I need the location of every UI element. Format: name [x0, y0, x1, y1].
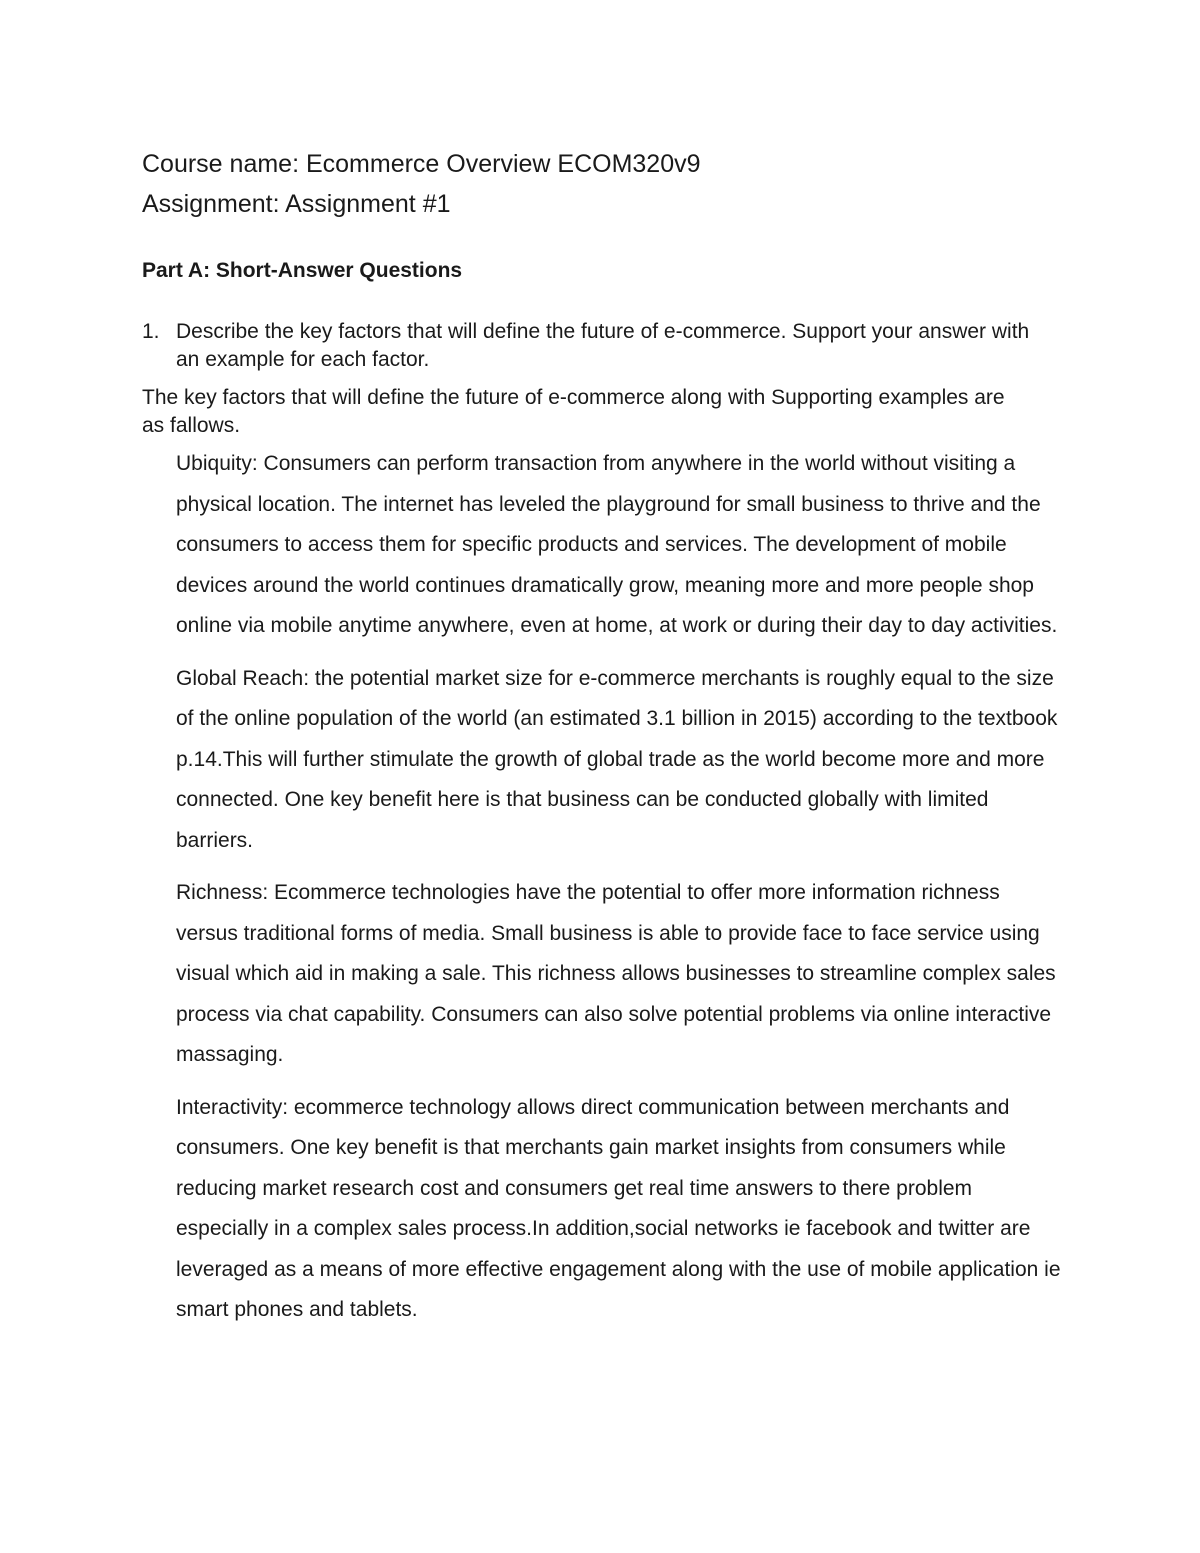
factor-list	[176, 444, 1062, 1343]
question-text: Describe the key factors that will define the future of e-commerce. Support your answer with an example for each factor.	[176, 320, 1030, 371]
question-number: 1.	[142, 320, 160, 343]
course-name-line: Course name: Ecommerce Overview ECOM320v9	[142, 150, 701, 178]
assignment-line: Assignment: Assignment #1	[142, 190, 451, 218]
document-header	[142, 144, 1102, 224]
section-title: Part A: Short-Answer Questions	[142, 259, 463, 282]
factor-richness: Richness: Ecommerce technologies have the potential to offer more information richness versus traditional forms of media. Small business is able to provide face to face service using visual which aid in making a sale. This richness allows businesses to streamline complex sales process via chat capability. Consumers can also solve potential problems via online interactive massaging.	[176, 881, 1056, 1066]
answer-intro: The key factors that will define the future of e-commerce along with Supporting examples are as fallows.	[142, 386, 1005, 437]
factor-global-reach: Global Reach: the potential market size for e-commerce merchants is roughly equal to the size of the online population of the world (an estimated 3.1 billion in 2015) according to the textbook p.14.This will further stimulate the growth of global trade as the world become more and more connected. One key benefit here is that business can be conducted globally with limited barriers.	[176, 666, 1058, 852]
factor-ubiquity: Ubiquity: Consumers can perform transaction from anywhere in the world without visiting a physical location. The internet has leveled the playground for small business to thrive and the consumers to access them for specific products and services. The development of mobile devices around the world continues dramatically grow, meaning more and more people shop online via mobile anytime anywhere, even at home, at work or during their day to day activities.	[176, 452, 1058, 637]
factor-interactivity: Interactivity: ecommerce technology allows direct communication between merchants and consumers. One key benefit is that merchants gain market insights from consumers while reducing market research cost and consumers get real time answers to there problem especially in a complex sales process.In addition,social networks ie facebook and twitter are leveraged as a means of more effective engagement along with the use of mobile application ie smart phones and tablets.	[176, 1095, 1061, 1321]
